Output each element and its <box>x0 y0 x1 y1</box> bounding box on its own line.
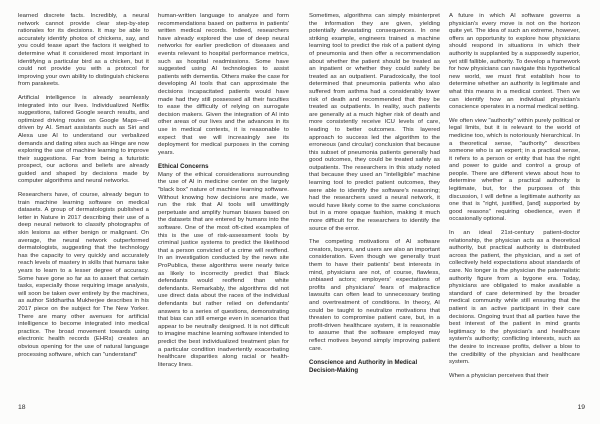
paragraph: A future in which AI software governs a physician's every move is not on the horizon quite yet. The idea of such an extreme, however, offers an opportunity to explore how physicians should respond in situations in which their authority is supplanted by a supposedly superior, yet still fallible, authority. To develop a framework for how physicians can navigate this hypothetical new world, we must first establish how to determine whether an authority is legitimate and what this means in a medical context. Then we can identify how an individual physician's conscience operates in a normal medical setting. <box>449 13 580 111</box>
paragraph: In an ideal 21st-century patient-doctor relationship, the physician acts as a theoretical authority, but practical authority is distributed across the patient, the physician, and a set of collectively held expectations about standards of care. No longer is the physician the paternalistic authority figure from a bygone era. Today, physicians are obligated to make available a standard of care determined by the broader medical community while still ensuring that the patient is an active participant in their care decisions. Ongoing trust that all parties have the best interest of the patient in mind grants legitimacy to the physician's and healthcare system's authority; conflicting interests, such as the desire to increase profits, deliver a blow to the credibility of the physician and healthcare system. <box>449 230 580 366</box>
paragraph: Artificial intelligence is already seamlessly integrated into our lives. Individualized Netflix suggestions, tailored Google search results, and optimized driving routes on Google Maps—all driven by AI. Smart assistants such as Siri and Alexa use AI to understand our verbalized demands and dating sites such as Hinge are now exploring the use of machine learning to improve their suggestions. Far from being a futuristic prospect, our actions and beliefs are already guided and shaped by decisions made by computer algorithms and neural networks. <box>18 94 149 185</box>
section-heading-ethical-concerns: Ethical Concerns <box>158 163 209 171</box>
paragraph: Researchers have, of course, already begun to train machine learning software on medical datasets. A group of dermatologists published a letter in Nature in 2017 describing their use of a deep neural network to classify photographs of skin lesions as either benign or malignant. On average, the neural network outperformed dermatologists, suggesting that the technology has the capacity to very quickly and accurately reach levels of mastery in skills that humans take years to learn to a lesser degree of accuracy. Some have gone so far as to assert that certain tasks, especially those requiring image analysis, will soon be taken over entirely by the machines, as author Siddhartha Mukherjee describes in his 2017 piece on the subject for The New Yorker. There are many other avenues for artificial intelligence to become integrated into medical practice. The broad movement towards using electronic health records (EHRs) creates an obvious opening for the use of natural language processing software, which can "understand" <box>18 192 149 358</box>
text-column-3 <box>309 13 440 397</box>
text-column-2 <box>158 13 289 397</box>
text-column-4 <box>449 13 580 397</box>
paragraph: learned discrete facts. Incredibly, a neural network cannot provide clear step-by-step rationales for its decisions. It may be able to accurately identify photos of chickens, say, and you could tease apart the factors it weighed to determine what it considered most important in identifying a particular bird as a chicken, but it could not provide you with a protocol for improving your own ability to distinguish chickens from parakeets. <box>18 13 149 88</box>
paragraph: When a physician perceives that their <box>449 372 549 379</box>
page-right <box>309 13 580 400</box>
page-left <box>18 13 289 400</box>
paragraph: human-written language to analyze and form recommendations based on patterns in patients' written medical records. Indeed, researchers have already explored the use of deep neural networks for earlier prediction of diseases and events relevant to hospital performance metrics, such as hospital readmissions. Some have suggested using AI technologies to assist patients with dementia. Others make the case for developing AI tools that can approximate the decisions incapacitated patients would have made had they still possessed all their faculties to ease the difficulty of relying on surrogate decision makers. Given the integration of AI into other areas of our lives and the advances in its use in medical contexts, it is reasonable to expect that we will increasingly see its deployment for medical purposes in the coming years. <box>158 13 289 156</box>
paragraph: The competing motivations of AI software creators, buyers, and users are also an important consideration. Even though we generally trust them to have their patients' best interests in mind, physicians are not, of course, flawless, unbiased actors; employers' expectations of profits and physicians' fears of malpractice lawsuits can often lead to unnecessary testing and overtreatment of conditions. In theory, AI could be taught to neutralize motivations that threaten to compromise patient care, but, in a profit-driven healthcare system, it is reasonable to assume that the software employed may reflect motives beyond simply improving patient care. <box>309 239 440 352</box>
page-number-left: 18 <box>18 404 26 411</box>
page-number-right: 19 <box>577 404 585 411</box>
paragraph: Many of the ethical considerations surrounding the use of AI in medicine center on the largely "black box" nature of machine learning software. Without knowing how decisions are made, we run the risk that AI tools will unwittingly perpetuate and amplify human biases based on the datasets that are entered by humans into the software. One of the most oft-cited examples of this is the use of risk-assessment tools by criminal justice systems to predict the likelihood that a person convicted of a crime will reoffend. In an investigation conducted by the news site ProPublica, these algorithms were nearly twice as likely to incorrectly predict that Black defendants would reoffend than white defendants. Remarkably, the algorithms did not use direct data about the races of the individual defendants but rather relied on defendants' answers to a series of questions, demonstrating that bias can still emerge even in scenarios that appear to be neutrally designed. It is not difficult to imagine machine learning software intended to predict the best individualized treatment plan for a particular condition inadvertently exacerbating healthcare disparities along racial or health-literacy lines. <box>158 171 289 368</box>
section-heading-conscience-authority: Conscience and Authority in Medical Decision-Making <box>309 359 418 374</box>
paragraph: Sometimes, algorithms can simply misinterpret the information they are given, yielding potentially devastating consequences. In one striking example, engineers trained a machine learning tool to predict the risk of a patient dying of pneumonia and then offer a recommendation about whether the patient should be treated as an inpatient or whether they could safely be treated as an outpatient. Paradoxically, the tool determined that pneumonia patients who also suffered from asthma had a considerably lower risk of death and recommended that they be treated as outpatients. In reality, such patients are generally at a much higher risk of death and more consistently receive ICU levels of care, leading to better outcomes. This layered approach to success led the algorithm to the erroneous (and circular) conclusion that because this subset of pneumonia patients generally had good outcomes, they could be treated safely as outpatients. The researchers in this study noted that because they used an "intelligible" machine learning tool to predict patient outcomes, they were able to identify the software's reasoning; had the researchers used a neural network, it would have likely come to the same conclusions but in a more opaque fashion, making it much more difficult for the researchers to identify the source of the error. <box>309 13 440 232</box>
text-column-1 <box>18 13 149 397</box>
paragraph: We often view "authority" within purely political or legal limits, but it is relevant to the world of medicine too, which is notoriously hierarchical. In a theoretical sense, "authority" describes someone who is an expert; in a practical sense, it refers to a person or entity that has the right and power to guide and control a group of people. There are different views about how to determine whether a practical authority is legitimate, but, for the purposes of this discussion, I will define a legitimate authority as one that is "right, justified, [and] supported by good reasons" requiring obedience, even if occasionally optional. <box>449 117 580 223</box>
